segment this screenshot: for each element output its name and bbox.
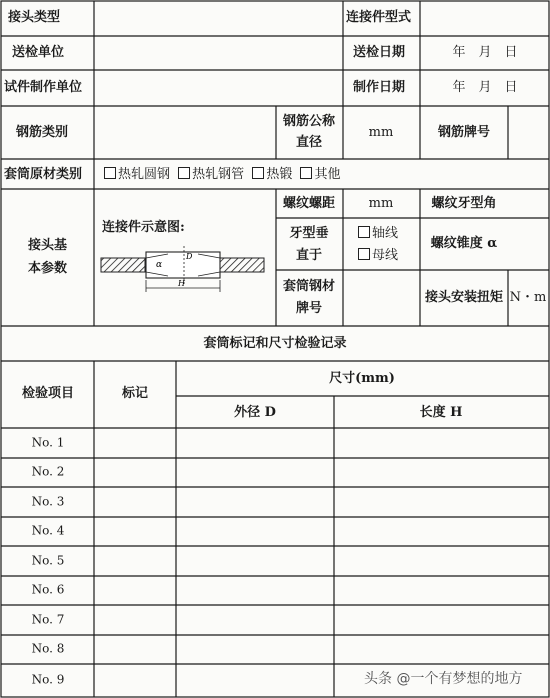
label-perp-2: 直于 xyxy=(295,248,323,263)
col-header-item: 检验项目 xyxy=(21,386,75,401)
production-date-field: 年 月 日 xyxy=(452,80,518,95)
label-nominal-diameter: 钢筋公称 xyxy=(282,114,336,129)
table-row-label: No. 8 xyxy=(31,641,65,656)
label-taper: 螺纹锥度 α xyxy=(430,236,498,251)
label-rebar-grade: 钢筋牌号 xyxy=(437,125,491,140)
option-hot-rolled-pipe[interactable]: 热轧钢管 xyxy=(178,167,244,182)
label-connector-type: 连接件型式 xyxy=(346,10,412,25)
table-row-label: No. 7 xyxy=(31,612,65,627)
label-inspection-unit: 送检单位 xyxy=(12,45,65,60)
option-hot-forged[interactable]: 热锻 xyxy=(252,167,292,182)
checkbox[interactable] xyxy=(358,248,370,260)
table-row-label: No. 6 xyxy=(31,582,65,597)
label-steel-grade: 套筒钢材 xyxy=(282,279,336,294)
label-perp: 牙型垂 xyxy=(289,226,329,241)
checkbox[interactable] xyxy=(252,167,264,179)
watermark: 头条 @一个有梦想的地方 xyxy=(364,671,523,687)
label-sleeve-material: 套筒原材类别 xyxy=(4,167,83,182)
inspection-date-field: 年 月 日 xyxy=(452,45,518,60)
label-production-date: 制作日期 xyxy=(353,80,406,95)
col-header-mark: 标记 xyxy=(121,386,149,401)
torque-unit: N・m xyxy=(509,290,547,305)
label-basic-params: 接头基 xyxy=(28,238,68,253)
option-other[interactable]: 其他 xyxy=(300,167,340,182)
option-hot-rolled-bar[interactable]: 热轧圆钢 xyxy=(104,167,170,182)
label-basic-params-2: 本参数 xyxy=(28,261,68,276)
pitch-unit: mm xyxy=(368,196,394,211)
checkbox[interactable] xyxy=(104,167,116,179)
label-steel-grade-2: 牌号 xyxy=(295,301,323,316)
label-diagram: 连接件示意图: xyxy=(102,220,185,235)
checkbox[interactable] xyxy=(178,167,190,179)
checkbox[interactable] xyxy=(300,167,312,179)
diagram-alpha: α xyxy=(156,260,163,270)
label-inspection-date: 送检日期 xyxy=(353,45,406,60)
table-row-label: No. 4 xyxy=(31,523,65,538)
table-row-label: No. 5 xyxy=(31,553,65,568)
col-header-outer: 外径 D xyxy=(234,405,276,420)
table-row-label: No. 3 xyxy=(31,494,65,509)
sleeve-material-options xyxy=(104,167,344,182)
table-row-label: No. 1 xyxy=(31,435,65,450)
label-torque: 接头安装扭矩 xyxy=(424,290,504,305)
table-row-label: No. 9 xyxy=(31,672,65,687)
label-rebar-category: 钢筋类别 xyxy=(16,125,69,140)
checkbox[interactable] xyxy=(358,226,370,238)
label-joint-type: 接头类型 xyxy=(8,10,61,25)
label-specimen-unit: 试件制作单位 xyxy=(4,80,83,95)
diagram-h: H xyxy=(178,279,185,288)
connector-diagram-icon xyxy=(98,242,268,294)
col-header-length: 长度 H xyxy=(419,405,463,420)
diagram-d: D xyxy=(186,252,193,261)
option-axis-line[interactable]: 轴线 xyxy=(358,226,398,241)
label-thread-angle: 螺纹牙型角 xyxy=(431,196,497,211)
table-row-label: No. 2 xyxy=(31,464,65,479)
diameter-unit: mm xyxy=(368,125,394,140)
label-thread-pitch: 螺纹螺距 xyxy=(282,196,336,211)
records-title: 套筒标记和尺寸检验记录 xyxy=(203,336,347,351)
label-nominal-diameter-2: 直径 xyxy=(295,135,323,150)
col-header-size: 尺寸(mm) xyxy=(329,371,395,386)
option-generatrix[interactable]: 母线 xyxy=(358,248,398,263)
